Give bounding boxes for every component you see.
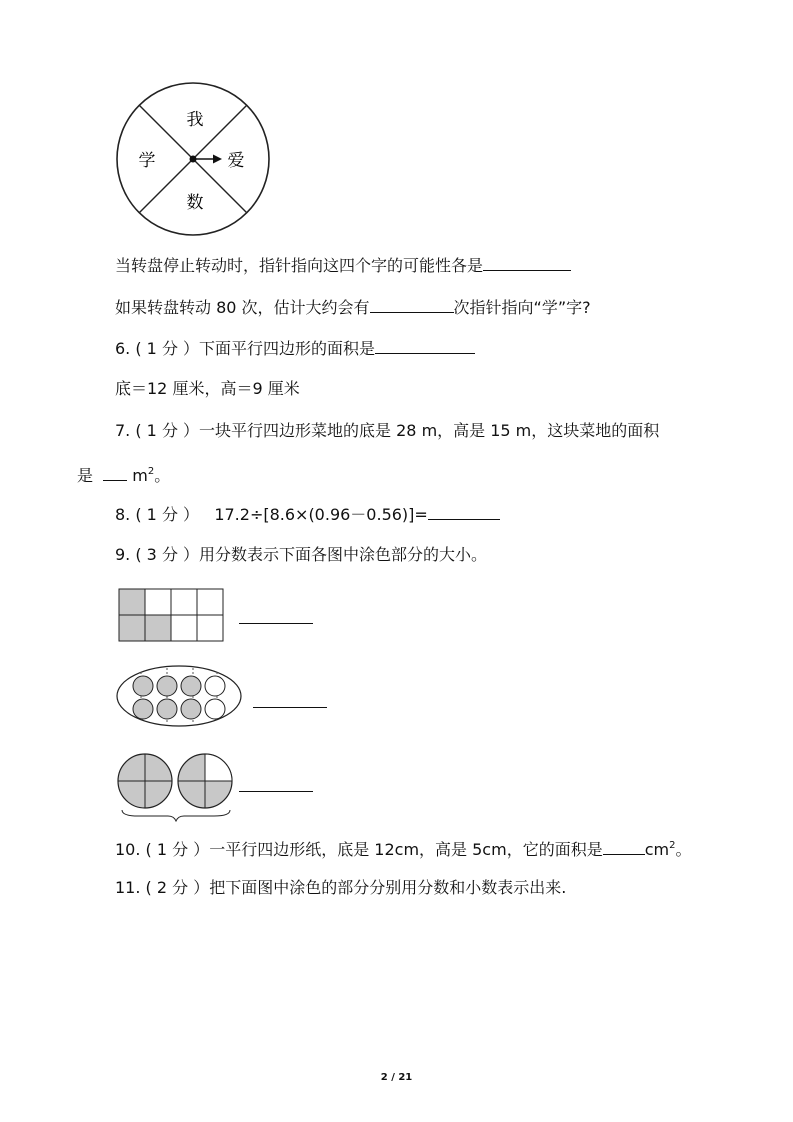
q10-unit: cm [644, 840, 670, 859]
q7-end: 。 [154, 466, 171, 485]
q6-given: 底＝12 厘米，高＝9 厘米 [115, 379, 300, 398]
q9-line: 9. ( 3 分 ）用分数表示下面各图中涂色部分的大小。 [115, 545, 488, 564]
q10-text: 10. ( 1 分 ）一平行四边形纸，底是 12cm，高是 5cm，它的面积是 [115, 840, 603, 859]
q6-line [115, 337, 475, 360]
q7-unit: m [132, 466, 148, 485]
q6-text: 6. ( 1 分 ）下面平行四边形的面积是 [115, 339, 376, 358]
spinner-sector-bottom: 数 [186, 193, 204, 213]
q11-line: 11. ( 2 分 ）把下面图中涂色的部分分别用分数和小数表示出来. [115, 878, 567, 897]
page-number: 2 / 21 [380, 1072, 413, 1083]
q10-answer-blank[interactable] [603, 838, 645, 855]
q5-line1 [115, 254, 571, 277]
spinner-figure [112, 80, 276, 238]
q5-answer-blank-1[interactable] [483, 254, 571, 271]
q9-answer-blank-2[interactable] [253, 707, 327, 708]
q9-grid-figure [118, 588, 228, 644]
q10-unit-sup: 2 [669, 840, 676, 851]
q6-answer-blank[interactable] [375, 337, 475, 354]
q5-line1-text: 当转盘停止转动时，指针指向这四个字的可能性各是 [115, 256, 484, 275]
spinner-sector-left: 学 [138, 151, 156, 171]
q9-pies-figure [116, 752, 238, 822]
q5-line2-text-pre: 如果转盘转动 80 次，估计大约会有 [115, 298, 370, 317]
q7-line-cont [77, 461, 170, 487]
q8-answer-blank[interactable] [428, 503, 500, 520]
q5-line2-text-post: 次指针指向“学”字? [453, 298, 591, 317]
q5-answer-blank-2[interactable] [370, 296, 454, 313]
q7-cont-text: 是 [77, 466, 94, 485]
q10-line [115, 835, 691, 861]
q8-expression: 17.2÷[8.6×(0.96－0.56)]= [214, 505, 428, 524]
q9-answer-blank-1[interactable] [239, 623, 313, 624]
q5-line2 [115, 296, 591, 319]
spinner-sector-right: 爱 [227, 151, 245, 171]
q9-answer-blank-3[interactable] [239, 791, 313, 792]
q7-answer-blank[interactable] [103, 464, 127, 481]
q9-circles-figure [114, 664, 244, 728]
q7-unit-sup: 2 [147, 466, 155, 477]
q7-line: 7. ( 1 分 ）一块平行四边形菜地的底是 28 m，高是 15 m，这块菜地的面积 [115, 421, 660, 440]
q10-end: 。 [675, 840, 692, 859]
q8-line [115, 503, 500, 526]
q8-text: 8. ( 1 分 ） [115, 505, 200, 524]
spinner-sector-top: 我 [186, 110, 204, 130]
